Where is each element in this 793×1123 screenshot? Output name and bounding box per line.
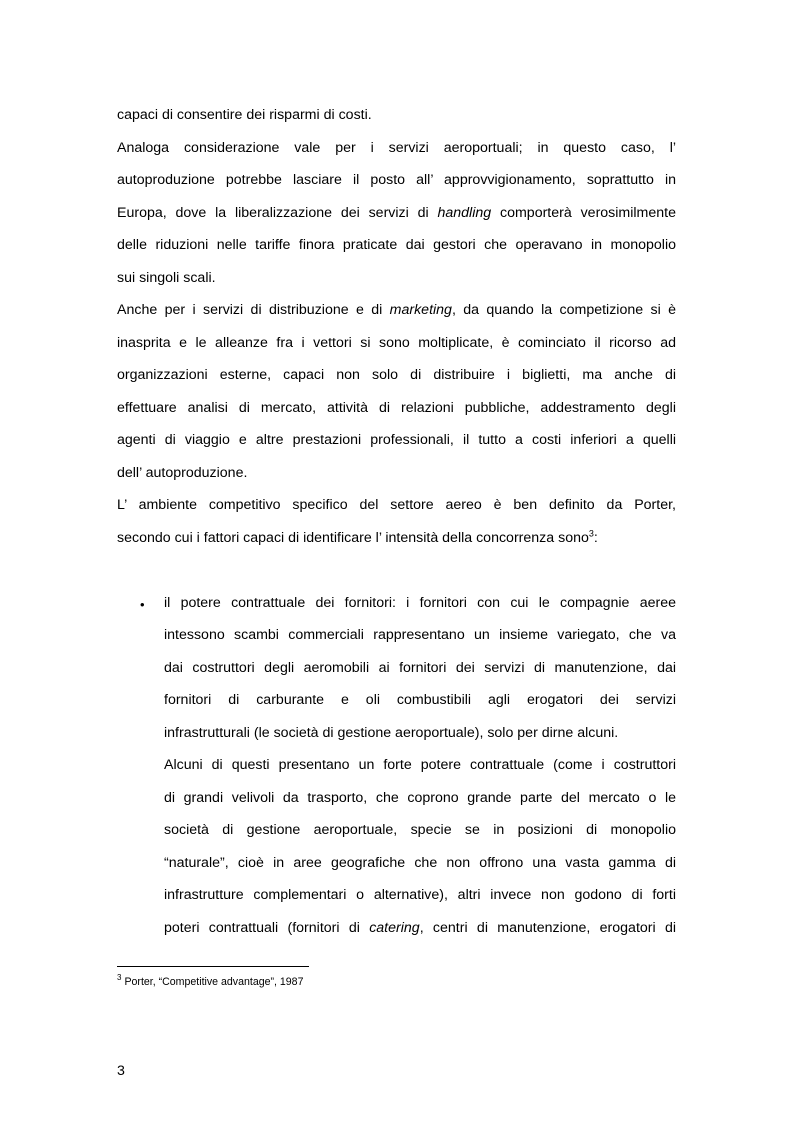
text-span: : — [593, 530, 598, 546]
text-span: agenti di viaggio e altre prestazioni professionali, il tutto a costi inferiori a quelli — [117, 432, 676, 448]
text-span: sui singoli scali. — [117, 270, 216, 286]
text-line — [117, 204, 676, 222]
text-span: effettuare analisi di mercato, attività di relazioni pubbliche, addestramento degli — [117, 400, 676, 416]
italic-term: handling — [437, 205, 492, 221]
text-span: il potere contrattuale dei fornitori: i fornitori con cui le compagnie aeree — [164, 595, 676, 611]
text-line — [117, 529, 676, 547]
text-span: capaci di consentire dei risparmi di costi. — [117, 107, 372, 123]
list-line — [164, 691, 676, 709]
text-span: L’ ambiente competitivo specifico del settore aereo è ben definito da Porter, — [117, 497, 676, 513]
list-line — [164, 594, 676, 612]
text-line — [117, 496, 676, 514]
text-line — [117, 106, 676, 124]
italic-term: catering — [369, 920, 420, 936]
text-span: Alcuni di questi presentano un forte potere contrattuale (come i costruttori — [164, 757, 676, 773]
list-line — [164, 821, 676, 839]
text-span: Europa, dove la liberalizzazione dei servizi di — [117, 205, 429, 221]
text-span: poteri contrattuali (fornitori di — [164, 920, 360, 936]
text-line — [117, 139, 676, 157]
footnote-reference: 3 — [588, 528, 594, 539]
text-span: delle riduzioni nelle tariffe finora praticate dai gestori che operavano in monopolio — [117, 237, 676, 253]
text-span: comporterà verosimilmente — [500, 205, 676, 221]
bullet-icon: • — [140, 597, 145, 612]
text-span: , da quando la competizione si è — [451, 302, 676, 318]
footnote-text: Porter, “Competitive advantage”, 1987 — [124, 976, 304, 988]
italic-term: marketing — [389, 302, 452, 318]
text-span: di grandi velivoli da trasporto, che coprono grande parte del mercato o le — [164, 790, 676, 806]
list-line — [164, 756, 676, 774]
text-line — [117, 464, 676, 482]
list-line — [164, 886, 676, 904]
text-span: organizzazioni esterne, capaci non solo di distribuire i biglietti, ma anche di — [117, 367, 676, 383]
text-line — [117, 301, 676, 319]
list-line — [164, 854, 676, 872]
text-line — [117, 366, 676, 384]
list-line — [164, 724, 676, 742]
text-line — [117, 269, 676, 287]
footnote — [117, 975, 303, 989]
list-line — [164, 919, 676, 937]
text-span: fornitori di carburante e oli combustibili agli erogatori dei servizi — [164, 692, 676, 708]
text-span: secondo cui i fattori capaci di identificare l’ intensità della concorrenza sono — [117, 530, 589, 546]
text-span: , centri di manutenzione, erogatori di — [419, 920, 676, 936]
text-span: dai costruttori degli aeromobili ai fornitori dei servizi di manutenzione, dai — [164, 660, 676, 676]
footnote-number: 3 — [117, 973, 122, 983]
text-span: infrastrutturali (le società di gestione aeroportuale), solo per dirne alcuni. — [164, 725, 619, 741]
list-line — [164, 789, 676, 807]
page-number: 3 — [117, 1063, 125, 1079]
text-span: autoproduzione potrebbe lasciare il posto all’ approvvigionamento, soprattutto in — [117, 172, 676, 188]
list-line — [164, 626, 676, 644]
list-line — [164, 659, 676, 677]
text-line — [117, 171, 676, 189]
text-line — [117, 431, 676, 449]
text-line — [117, 334, 676, 352]
text-line — [117, 399, 676, 417]
footnote-divider — [117, 966, 309, 967]
text-span: società di gestione aeroportuale, specie se in posizioni di monopolio — [164, 822, 676, 838]
text-span: “naturale”, cioè in aree geografiche che non offrono una vasta gamma di — [164, 855, 676, 871]
text-span: intessono scambi commerciali rappresentano un insieme variegato, che va — [164, 627, 676, 643]
text-span: Anche per i servizi di distribuzione e di — [117, 302, 383, 318]
text-span: infrastrutture complementari o alternative), altri invece non godono di forti — [164, 887, 676, 903]
text-span: inasprita e le alleanze fra i vettori si sono moltiplicate, è cominciato il ricorso ad — [117, 335, 676, 351]
text-span: dell’ autoproduzione. — [117, 465, 248, 481]
text-line — [117, 236, 676, 254]
text-span: Analoga considerazione vale per i servizi aeroportuali; in questo caso, l’ — [117, 140, 676, 156]
